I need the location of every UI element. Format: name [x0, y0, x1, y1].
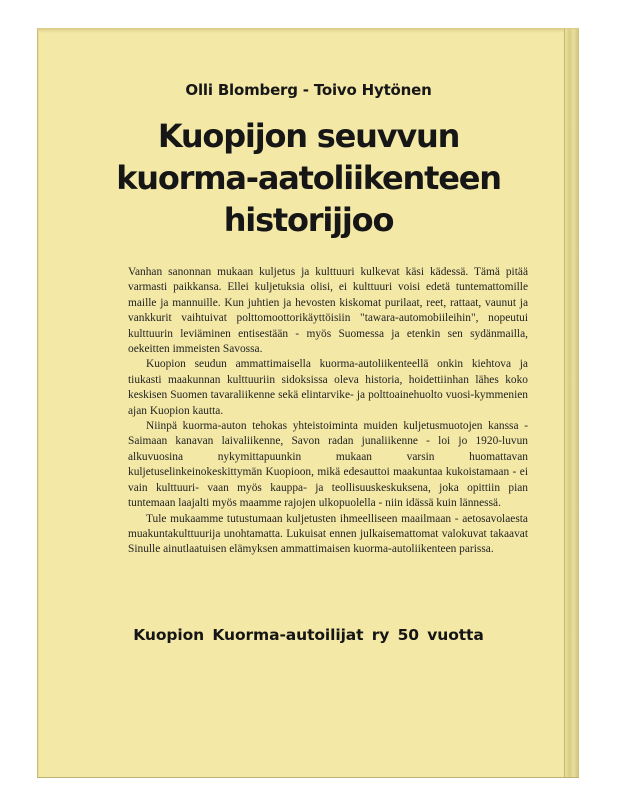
cover-top-edge	[38, 29, 579, 33]
blurb-paragraph-2: Kuopion seudun ammattimaisella kuorma-autoliikenteellä onkin kiehtova ja tiukasti maakunnan kulttuuriin sidoksissa oleva historia, hoidettiinhan lähes koko keskisen Suomen tavaraliikenne sekä elintarvike- ja polttoainehuolto vuosi-kymmenien ajan Kuopion kautta.	[128, 358, 528, 417]
title-line-2: kuorma-aatoliikenteen	[116, 159, 501, 197]
title-line-1: Kuopijon seuvvun	[157, 117, 460, 155]
blurb-paragraph-1: Vanhan sanonnan mukaan kuljetus ja kulttuuri kulkevat käsi kädessä. Tämä pitää varmasti paikkansa. Ellei kuljetuksia olisi, ei kulttuuri voisi edetä tuntemattomille maille ja mannuille. Kun juhtien ja hevosten kiskomat purilaat, reet, rattaat, vaunut ja vankkurit vaihtuivat polttomoottorikäyttöisiin "tawara-automobiileihin", nopeutui kulttuurin leviäminen entisestään - myös Suomessa ja etenkin sen sydänmailla, oekeitten immeisten Savossa.	[128, 266, 528, 356]
blurb-text	[128, 265, 528, 558]
authors-line: Olli Blomberg - Toivo Hytönen	[185, 81, 432, 99]
blurb-paragraph-3: Niinpä kuorma-auton tehokas yhteistoiminta muiden kuljetusmuotojen kanssa - Saimaan kanavan laivaliikenne, Savon radan junaliikenne - loi jo 1920-luvun alkuvuosina nykymittapuunkin mukaan varsin huomattavan kuljetuselinkeinokeskittymän Kuopioon, mikä edesauttoi maakuntaa kukoistamaan - ei vain kulttuuri- vaan myös kauppa- ja teollisuuskeskuksena, joka opittiin pian tuntemaan laajalti myös maamme rajojen ulkopuolella - niin idässä kuin lännessä.	[128, 420, 528, 510]
book-title	[38, 115, 579, 241]
blurb-paragraph-4: Tule mukaamme tutustumaan kuljetusten ihmeelliseen maailmaan - aetosavolaesta muakuntakulttuurija unohtamatta. Lukuisat ennen julkaisemattomat valokuvat takaavat Sinulle ainutlaatuisen elämyksen ammattimaisen kuorma-autoliikenteen parissa.	[128, 512, 528, 556]
book-back-cover	[37, 28, 579, 778]
title-line-3: historijjoo	[223, 201, 394, 239]
publisher-anniversary-line: Kuopion Kuorma-autoilijat ry 50 vuotta	[133, 626, 484, 644]
